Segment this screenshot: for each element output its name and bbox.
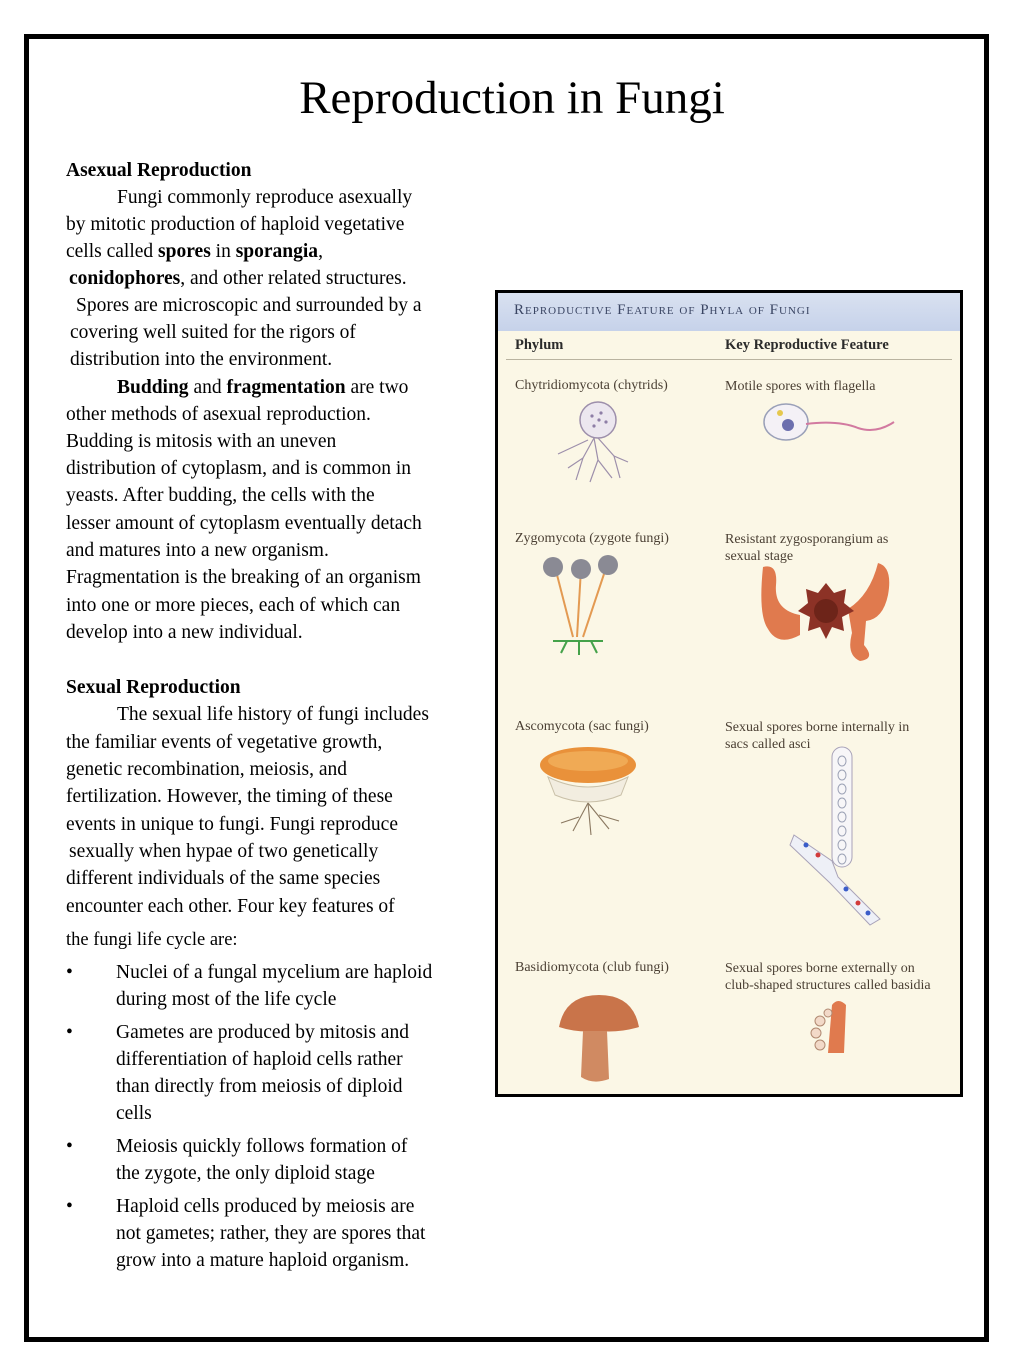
sexual-text-line: the familiar events of vegetative growth, [66, 732, 383, 753]
sexual-text-line: The sexual life history of fungi includes [117, 704, 429, 725]
figure-title: Reproductive Feature of Phyla of Fungi [514, 302, 811, 318]
phylum-zygomycota: Zygomycota (zygote fungi) [515, 531, 669, 546]
bullet-marker: • [66, 1196, 73, 1217]
basidiomycota-illustration [553, 993, 643, 1093]
bullet-marker: • [66, 1136, 73, 1157]
asexual-text-line: lesser amount of cytoplasm eventually detach [66, 513, 422, 534]
zygomycota-illustration [533, 555, 623, 665]
phylum-chytridiomycota: Chytridiomycota (chytrids) [515, 378, 668, 393]
asexual-text-line: other methods of asexual reproduction. [66, 404, 371, 425]
term-conidophores: conidophores [69, 268, 181, 289]
bullet-marker: • [66, 1022, 73, 1043]
phylum-basidiomycota: Basidiomycota (club fungi) [515, 960, 669, 975]
column-header-feature: Key Reproductive Feature [725, 337, 889, 353]
sexual-text-line: events in unique to fungi. Fungi reproduce [66, 814, 398, 835]
asexual-text-line: Budding is mitosis with an uneven [66, 431, 337, 452]
ascus-illustration [788, 743, 898, 928]
sexual-text-line: genetic recombination, meiosis, and [66, 759, 348, 780]
bullet-text: differentiation of haploid cells rather [116, 1049, 403, 1070]
sexual-text-line: sexually when hypae of two genetically [69, 841, 379, 862]
figure-header [498, 293, 960, 331]
feature-basidiomycota-line1: Sexual spores borne externally on [725, 961, 915, 976]
asexual-text-line: Fragmentation is the breaking of an organism [66, 567, 421, 588]
asexual-text-line: cells called spores in sporangia, [66, 241, 323, 262]
sexual-text-line: different individuals of the same species [66, 868, 381, 889]
asexual-text-line: develop into a new individual. [66, 622, 303, 643]
asexual-text-line: conidophores, and other related structures. [69, 268, 407, 289]
bullet-text: cells [116, 1103, 152, 1124]
asexual-text-line: by mitotic production of haploid vegetative [66, 214, 405, 235]
bullet-text: Haploid cells produced by meiosis are [116, 1196, 415, 1217]
feature-ascomycota-line1: Sexual spores borne internally in [725, 720, 910, 735]
asexual-text-line: Budding and fragmentation are two [117, 377, 409, 398]
term-sporangia: sporangia [235, 241, 319, 262]
asexual-text-line: yeasts. After budding, the cells with the [66, 485, 375, 506]
bullet-marker: • [66, 962, 73, 983]
bullet-text: Meiosis quickly follows formation of [116, 1136, 408, 1157]
zygosporangium-illustration [748, 555, 908, 665]
feature-basidiomycota-line2: club-shaped structures called basidia [725, 978, 931, 993]
basidium-illustration [798, 993, 868, 1063]
asexual-text-line: into one or more pieces, each of which can [66, 595, 401, 616]
page-title: Reproduction in Fungi [299, 72, 725, 124]
bullet-text: not gametes; rather, they are spores that [116, 1223, 426, 1244]
bullet-text: Gametes are produced by mitosis and [116, 1022, 409, 1043]
ascomycota-illustration [533, 743, 643, 843]
asexual-text-line: covering well suited for the rigors of [70, 322, 356, 343]
term-budding: Budding [117, 377, 189, 398]
header-divider [506, 359, 952, 360]
asexual-heading: Asexual Reproduction [66, 160, 252, 181]
chytrid-illustration [528, 398, 648, 488]
bullet-text: the zygote, the only diploid stage [116, 1163, 375, 1184]
phyla-figure [495, 290, 963, 1097]
sexual-text-line: encounter each other. Four key features of [66, 896, 395, 917]
sexual-heading: Sexual Reproduction [66, 677, 241, 698]
asexual-text-line: distribution of cytoplasm, and is common in [66, 458, 412, 479]
bullet-text: grow into a mature haploid organism. [116, 1250, 410, 1271]
term-spores: spores [158, 241, 211, 262]
phylum-ascomycota: Ascomycota (sac fungi) [515, 719, 649, 734]
asexual-text-line: and matures into a new organism. [66, 540, 329, 561]
term-fragmentation: fragmentation [226, 377, 346, 398]
sexual-text-line: the fungi life cycle are: [66, 930, 238, 950]
asexual-text-line: distribution into the environment. [70, 349, 333, 370]
feature-zygomycota-line1: Resistant zygosporangium as [725, 532, 889, 547]
asexual-text-line: Spores are microscopic and surrounded by a [76, 295, 422, 316]
bullet-text: Nuclei of a fungal mycelium are haploid [116, 962, 433, 983]
feature-zygomycota-line2: sexual stage [725, 549, 794, 564]
column-header-phylum: Phylum [515, 337, 564, 353]
bullet-text: than directly from meiosis of diploid [116, 1076, 403, 1097]
asexual-text-line: Fungi commonly reproduce asexually [117, 187, 413, 208]
feature-chytridiomycota: Motile spores with flagella [725, 379, 876, 394]
sexual-text-line: fertilization. However, the timing of these [66, 786, 393, 807]
motile-spore-illustration [758, 398, 898, 448]
feature-ascomycota-line2: sacs called asci [725, 737, 811, 752]
bullet-text: during most of the life cycle [116, 989, 337, 1010]
